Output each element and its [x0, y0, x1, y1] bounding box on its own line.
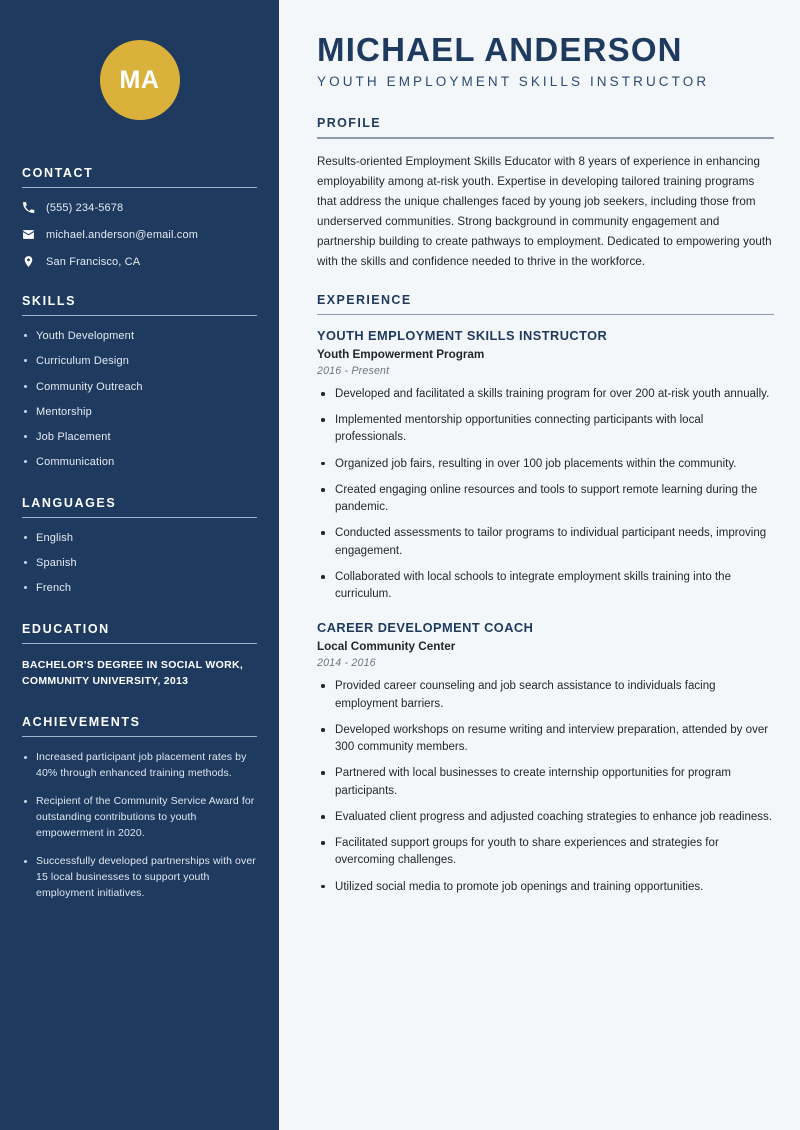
contact-email-value: michael.anderson@email.com — [46, 228, 199, 241]
experience-heading: EXPERIENCE — [317, 292, 412, 307]
list-item: Utilized social media to promote job openings and training opportunities. — [317, 879, 774, 896]
profile-heading: PROFILE — [317, 116, 381, 131]
page-title: MICHAEL ANDERSON — [317, 31, 683, 68]
list-item: Evaluated client progress and adjusted coaching strategies to enhance job readiness. — [317, 809, 774, 826]
achievements-divider — [22, 736, 257, 737]
languages-divider — [22, 517, 257, 518]
list-item: Partnered with local businesses to create internship opportunities for program participants. — [317, 765, 774, 800]
education-divider — [22, 643, 257, 644]
avatar-initials: MA — [100, 40, 180, 120]
list-item: French — [22, 581, 257, 595]
list-item: Communication — [22, 455, 257, 469]
list-item: Developed and facilitated a skills training program for over 200 at-risk youth annually. — [317, 386, 774, 403]
profile-text: Results-oriented Employment Skills Educator with 8 years of experience in enhancing employability among at-risk youth. Expertise in developing tailored training programs that address the unique challenges faced by young job seekers, including those from underserved communities. Strong background in community engagement and partnership building to create pathways to employment. Dedicated to empowering youth with the skills and confidence needed to thrive in the workforce. — [317, 154, 772, 269]
contact-divider — [22, 187, 257, 188]
list-item: Increased participant job placement rates by 40% through enhanced training methods. — [22, 750, 257, 782]
experience-divider — [317, 314, 774, 315]
list-item: Successfully developed partnerships with over 15 local businesses to support youth employment initiatives. — [22, 854, 257, 902]
contact-location-row[interactable] — [22, 255, 257, 268]
phone-icon — [22, 201, 35, 214]
languages-heading: LANGUAGES — [22, 495, 117, 510]
experience-section — [317, 293, 774, 896]
contact-location-value: San Francisco, CA — [46, 255, 141, 268]
sidebar — [0, 0, 279, 1130]
profile-divider — [317, 137, 774, 138]
contact-heading: CONTACT — [22, 166, 94, 180]
experience-organization: Youth Empowerment Program — [317, 347, 485, 361]
achievements-list — [22, 750, 257, 902]
experience-bullets — [317, 386, 774, 604]
list-item: Job Placement — [22, 430, 257, 444]
experience-organization: Local Community Center — [317, 640, 456, 654]
list-item: Spanish — [22, 556, 257, 570]
location-pin-icon — [22, 255, 35, 268]
experience-role: CAREER DEVELOPMENT COACH — [317, 620, 534, 636]
experience-item — [317, 328, 774, 604]
contact-email-row[interactable] — [22, 228, 257, 241]
skills-list — [22, 329, 257, 470]
list-item: English — [22, 531, 257, 545]
list-item: Organized job fairs, resulting in over 100 job placements within the community. — [317, 456, 774, 473]
experience-bullets — [317, 678, 774, 896]
list-item: Conducted assessments to tailor programs to individual participant needs, improving engagement. — [317, 525, 774, 560]
skills-heading: SKILLS — [22, 294, 77, 308]
skills-divider — [22, 315, 257, 316]
list-item: Mentorship — [22, 405, 257, 419]
avatar-container — [22, 0, 257, 120]
list-item: Curriculum Design — [22, 354, 257, 368]
education-section — [22, 622, 257, 690]
list-item: Community Outreach — [22, 380, 257, 394]
experience-dates: 2014 - 2016 — [317, 657, 376, 670]
list-item: Created engaging online resources and tools to support remote learning during the pandemic. — [317, 482, 774, 517]
profile-section — [317, 116, 774, 272]
experience-dates: 2016 - Present — [317, 364, 390, 377]
languages-section — [22, 496, 257, 596]
languages-list — [22, 531, 257, 596]
experience-item — [317, 620, 774, 896]
education-heading: EDUCATION — [22, 621, 110, 636]
envelope-icon — [22, 228, 35, 241]
contact-phone-row[interactable] — [22, 201, 257, 214]
list-item: Recipient of the Community Service Award for outstanding contributions to youth empowerment in 2020. — [22, 794, 257, 842]
list-item: Developed workshops on resume writing and interview preparation, attended by over 300 community members. — [317, 722, 774, 757]
contact-section — [22, 166, 257, 268]
job-title-subtitle: YOUTH EMPLOYMENT SKILLS INSTRUCTOR — [317, 74, 710, 90]
main-content — [284, 0, 800, 1130]
achievements-heading: ACHIEVEMENTS — [22, 715, 141, 730]
achievements-section — [22, 715, 257, 902]
list-item: Youth Development — [22, 329, 257, 343]
list-item: Facilitated support groups for youth to share experiences and strategies for overcoming challenges. — [317, 835, 774, 870]
education-entry: BACHELOR'S DEGREE IN SOCIAL WORK, COMMUNITY UNIVERSITY, 2013 — [22, 658, 244, 687]
experience-role: YOUTH EMPLOYMENT SKILLS INSTRUCTOR — [317, 327, 608, 343]
list-item: Implemented mentorship opportunities connecting participants with local professionals. — [317, 412, 774, 447]
list-item: Collaborated with local schools to integrate employment skills training into the curriculum. — [317, 569, 774, 604]
contact-phone-value: (555) 234-5678 — [46, 201, 124, 214]
list-item: Provided career counseling and job search assistance to individuals facing employment barriers. — [317, 678, 774, 713]
skills-section — [22, 294, 257, 470]
